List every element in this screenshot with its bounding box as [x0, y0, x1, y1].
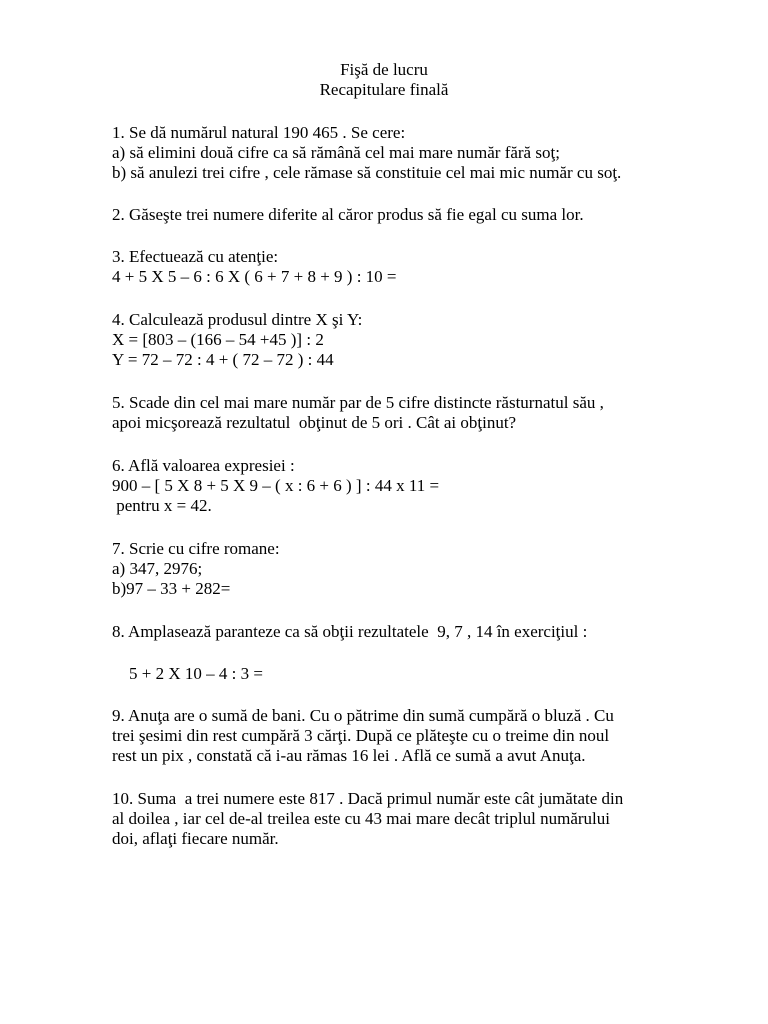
- problem-9-line-1: 9. Anuţa are o sumă de bani. Cu o pătrime din sumă cumpără o bluză . Cu: [112, 706, 614, 725]
- problem-6-line-3: pentru x = 42.: [112, 496, 212, 515]
- problem-6-line-1: 6. Află valoarea expresiei :: [112, 456, 295, 475]
- document-subtitle: Recapitulare finală: [319, 80, 449, 99]
- problem-9-line-2: trei şesimi din rest cumpără 3 cărţi. După ce plăteşte cu o treime din noul: [112, 726, 610, 745]
- problem-10-line-2: al doilea , iar cel de-al treilea este cu 43 mai mare decât triplul numărului: [112, 809, 610, 828]
- problem-1-line-2: a) să elimini două cifre ca să rămână cel mai mare număr fără soţ;: [112, 143, 560, 162]
- problem-4-line-3: Y = 72 – 72 : 4 + ( 72 – 72 ) : 44: [112, 350, 334, 369]
- problem-9-line-3: rest un pix , constată că i-au rămas 16 lei . Află ce sumă a avut Anuţa.: [112, 746, 586, 765]
- problem-5-line-1: 5. Scade din cel mai mare număr par de 5 cifre distincte răsturnatul său ,: [112, 393, 604, 412]
- problem-7-line-3: b)97 – 33 + 282=: [112, 579, 231, 598]
- problem-2-line-1: 2. Găseşte trei numere diferite al căror produs să fie egal cu suma lor.: [112, 205, 584, 224]
- problem-4-line-1: 4. Calculează produsul dintre X şi Y:: [112, 310, 363, 329]
- problem-8-line-1: 8. Amplasează paranteze ca să obţii rezultatele 9, 7 , 14 în exerciţiul :: [112, 622, 588, 641]
- problem-7-line-1: 7. Scrie cu cifre romane:: [112, 539, 280, 558]
- problem-7-line-2: a) 347, 2976;: [112, 559, 203, 578]
- problem-6-line-2: 900 – [ 5 X 8 + 5 X 9 – ( x : 6 + 6 ) ] : 44 x 11 =: [112, 476, 440, 495]
- problem-5-line-2: apoi micşorează rezultatul obţinut de 5 ori . Cât ai obţinut?: [112, 413, 517, 432]
- problem-1-line-1: 1. Se dă numărul natural 190 465 . Se cere:: [112, 123, 406, 142]
- problem-10-line-3: doi, aflaţi fiecare număr.: [112, 829, 279, 848]
- problem-4-line-2: X = [803 – (166 – 54 +45 )] : 2: [112, 330, 324, 349]
- problem-1-line-3: b) să anulezi trei cifre , cele rămase să constituie cel mai mic număr cu soţ.: [112, 163, 622, 182]
- problem-10-line-1: 10. Suma a trei numere este 817 . Dacă primul număr este cât jumătate din: [112, 789, 624, 808]
- problem-3-line-2: 4 + 5 X 5 – 6 : 6 X ( 6 + 7 + 8 + 9 ) : 10 =: [112, 267, 397, 286]
- problem-3-line-1: 3. Efectuează cu atenţie:: [112, 247, 279, 266]
- problem-8-expression: 5 + 2 X 10 – 4 : 3 =: [112, 664, 263, 683]
- document-title: Fişă de lucru: [340, 60, 428, 79]
